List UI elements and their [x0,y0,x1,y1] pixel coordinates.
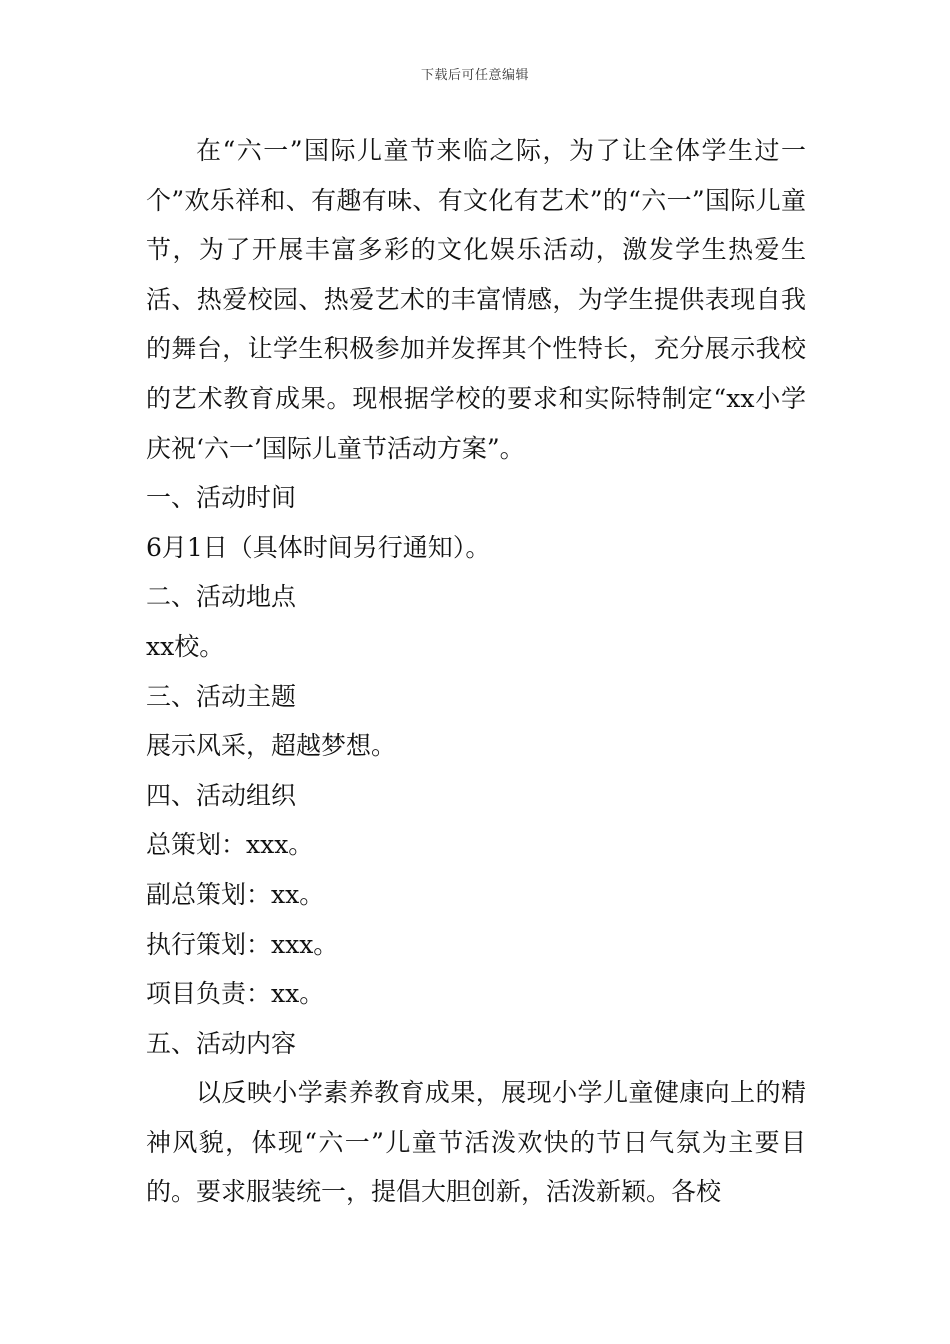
executive-planner-line: 执行策划：xxx。 [146,929,339,959]
section-heading-organization: 四、活动组织 [146,780,297,810]
section-heading-place: 二、活动地点 [146,582,297,612]
activity-theme-text: 展示风采，超越梦想。 [146,731,397,761]
document-body [146,126,806,1217]
chief-planner-line: 总策划：xxx。 [146,830,314,860]
section-heading-theme: 三、活动主题 [146,681,297,711]
deputy-planner-line: 副总策划：xx。 [146,879,325,909]
content-paragraph: 以反映小学素养教育成果，展现小学儿童健康向上的精神风貌，体现“六一”儿童节活泼欢快的节日气氛为主要目的。要求服装统一，提倡大胆创新，活泼新颖。各校 [146,1078,806,1207]
header-note: 下载后可任意编辑 [420,68,529,83]
intro-paragraph: 在“六一”国际儿童节来临之际，为了让全体学生过一个”欢乐祥和、有趣有味、有文化有艺术”的“六一”国际儿童节，为了开展丰富多彩的文化娱乐活动，激发学生热爱生活、热爱校园、热爱艺术的丰富情感，为学生提供表现自我的舞台，让学生积极参加并发挥其个性特长，充分展示我校的艺术教育成果。现根据学校的要求和实际特制定“xx小学庆祝‘六一’国际儿童节活动方案”。 [146,136,806,463]
activity-time-text: 6月1日（具体时间另行通知）。 [146,532,491,562]
project-lead-line: 项目负责：xx。 [146,979,325,1009]
activity-place-text: xx校。 [146,631,225,661]
section-heading-content: 五、活动内容 [146,1028,297,1058]
section-heading-time: 一、活动时间 [146,483,297,513]
